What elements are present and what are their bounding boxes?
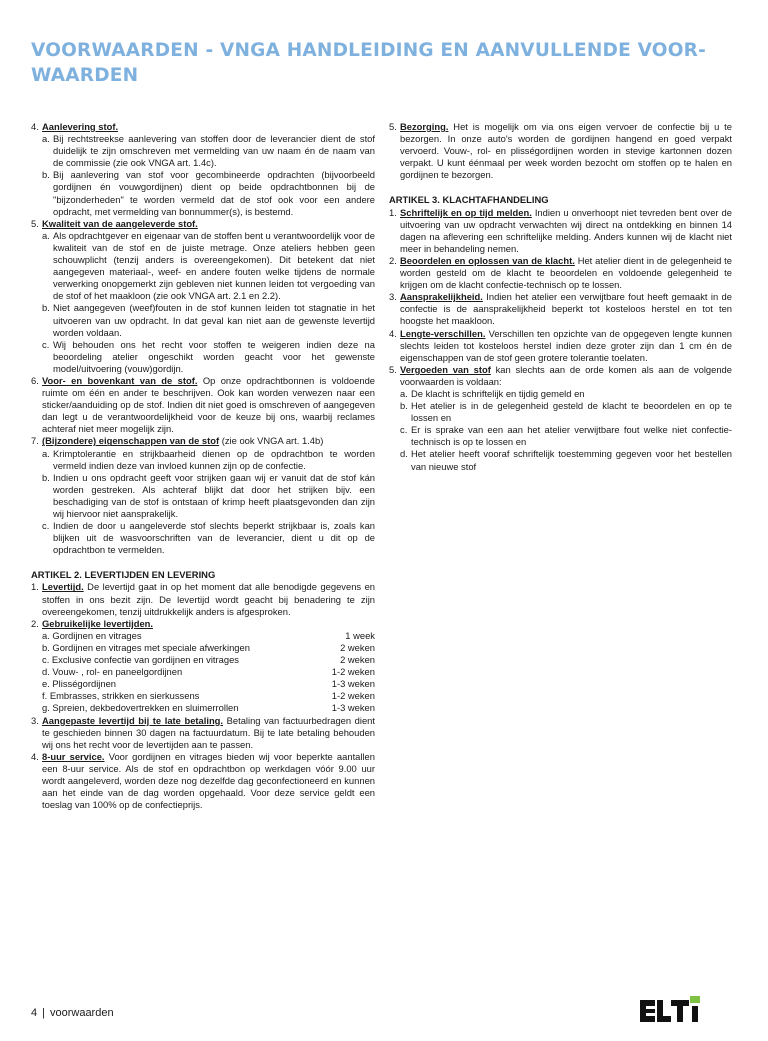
logo-letter-e [640,1000,655,1022]
item-number: 4. [31,121,39,132]
sub-letter: b. [400,400,408,412]
item-text: kan slechts aan de orde komen als aan de volgende voorwaarden is voldaan: [400,363,732,387]
delivery-time-row [31,642,375,654]
item-number: 1. [389,206,397,218]
list-item [389,291,732,327]
sub-text: Het atelier heeft vooraf schriftelijk toestemming gegeven voor het bestellen van nieuwe stof [411,448,732,472]
sub-letter: c. [42,520,50,532]
sub-letter: c. [42,338,50,350]
sub-item [389,448,732,472]
item-number: 6. [31,374,39,386]
list-item [31,435,375,447]
item-heading: Vergoeden van stof [400,363,491,375]
sub-item [31,230,375,303]
item-text: Verschillen ten opzichte van de opgegeven lengte kunnen slechts leiden tot kosteloos herstel indien deze groter zijn dan 1 cm én de eigenschappen van de stof geen grotere tolerantie toelaten. [400,327,733,363]
item-heading: 8-uur service. [42,750,105,762]
sub-letter: d. [400,448,408,460]
list-item [31,375,375,435]
logo-letter-i [692,1006,698,1022]
sub-item [389,388,732,400]
sub-item [31,169,375,217]
section-heading: ARTIKEL 3. KLACHTAFHANDELING [389,194,549,206]
delivery-time-row [31,654,375,666]
item-number: 7. [31,435,39,447]
section-heading: ARTIKEL 2. LEVERTIJDEN EN LEVERING [31,569,216,581]
row-label: e. Plisségordijnen [42,678,117,690]
item-number: 2. [389,254,397,266]
item-heading: Bezorging. [400,121,449,132]
sub-item [31,520,375,556]
footer-separator: | [42,1007,45,1019]
row-label: a. Gordijnen en vitrages [42,629,142,641]
row-label: c. Exclusive confectie van gordijnen en vitrages [42,654,239,666]
item-heading: Levertijd. [42,581,84,593]
sub-text: Indien de door u aangeleverde stof slechts beperkt strijkbaar is, zoals kan blijken uit de wasvoorschriften van de leverancier, dient u dit op de opdrachtbon te vermelden. [53,520,375,556]
sub-letter: a. [42,133,50,145]
item-text: Indien u onverhoopt niet tevreden bent over de uitvoering van uw opdracht verwachten wij direct na ontdekking en binnen 14 dagen na aflevering een schriftelijke melding. Anders kunnen wij de klacht niet meer in behandeling nemen. [400,206,732,254]
footer-label: voorwaarden [49,1007,114,1019]
sub-item [389,424,732,448]
sub-text: Het atelier is in de gelegenheid gesteld de klacht te beoordelen en op te lossen en [411,400,732,424]
sub-item [31,472,375,520]
row-value: 1-3 weken [331,678,375,690]
item-heading: (Bijzondere) eigenschappen van de stof [42,435,220,447]
item-text: De levertijd gaat in op het moment dat alle benodigde gegevens en stoffen in ons bezit zijn. De levertijd wordt geacht bij benadering te zijn overeengekomen, tenzij uitdrukkelijk anders is afgesproken. [42,581,375,617]
list-item [389,364,732,388]
sub-text: Niet aangegeven (weef)fouten in de stof kunnen leiden tot stagnatie in het uitvoeren van uw opdracht. In dat geval kan niet aan de gewenste levertijd worden voldaan. [53,302,375,338]
sub-letter: b. [42,471,50,483]
item-text: Betaling van factuurbedragen dient te geschieden binnen 30 dagen na factuurdatum. Bij te late betaling behouden wij ons het recht voor de levertijden aan te passen. [42,714,376,750]
list-item [31,581,375,617]
page-number: 4 [31,1007,38,1019]
logo-accent-dot [690,996,700,1003]
item-heading: Voor- en bovenkant van de stof. [42,374,198,386]
delivery-time-row [31,630,375,642]
item-text: Het atelier dient in de gelegenheid te worden gesteld om de klacht te beoordelen en voldoende gelegenheid te krijgen om de klacht confectie-technisch op te lossen. [400,254,732,291]
sub-item [389,400,732,424]
list-item [389,255,732,291]
right-column [389,121,732,473]
sub-item [31,448,375,472]
item-number: 5. [389,121,397,132]
item-heading: Lengte-verschillen. [400,327,486,339]
item-number: 4. [31,750,39,762]
sub-text: Wij behouden ons het recht voor stoffen te weigeren indien deze na beoordeling atelier ongeschikt worden geacht voor het gewenste model/uitvoering (vouw)gordijn. [53,338,375,374]
list-item [31,715,375,751]
page-title: VOORWAARDEN - VNGA HANDLEIDING EN AANVULLENDE VOOR-WAARDEN [31,40,706,86]
list-item [31,751,375,811]
item-heading: Aanlevering stof. [42,121,119,132]
item-heading: Aangepaste levertijd bij te late betaling. [42,714,224,726]
sub-text: De klacht is schriftelijk en tijdig gemeld en [411,387,585,399]
list-item [31,618,375,630]
sub-item [31,302,375,338]
left-column [31,121,375,811]
item-number: 3. [31,714,39,726]
item-suffix: (zie ook VNGA art. 1.4b) [219,435,324,447]
item-text: Op onze opdrachtbonnen is voldoende ruimte om één en ander te beschrijven. Ook kan worden verwezen naar een sticker/aanduiding op de stof. Indien dit niet goed is omschreven of aangegeven dan legt u de verantwoordelijkheid voor de keuze bij ons, waarbij reclames achteraf niet meer mogelijk zijn. [42,374,375,435]
row-value: 2 weken [340,654,375,666]
sub-letter: b. [42,302,50,314]
item-text: Het is mogelijk om via ons eigen vervoer de confectie bij u te bezorgen. In onze auto's worden de gordijnen hangend en goed verpakt vervoerd. Vouw-, rol- en plisségordijnen worden in stevige kartonnen dozen verpakt. U kunt éénmaal per week worden bezocht om stoffen op te halen en gordijnen te bezorgen. [400,121,732,181]
elti-logo [640,996,704,1022]
delivery-time-row [31,666,375,678]
sub-letter: a. [400,387,408,399]
sub-letter: c. [400,424,408,436]
item-heading: Schriftelijk en op tijd melden. [400,206,532,218]
sub-item [31,133,375,169]
row-label: b. Gordijnen en vitrages met speciale afwerkingen [42,641,250,653]
delivery-times-list [31,630,375,715]
item-heading: Gebruikelijke levertijden. [42,617,153,629]
item-number: 5. [31,217,39,229]
item-heading: Beoordelen en oplossen van de klacht. [400,254,575,266]
sub-text: Indien u ons opdracht geeft voor strijken gaan wij er vanuit dat de stof kán worden gestreken. Als achteraf blijkt dat door het strijken bijv. een beschadiging van de stof is ontstaan of krimp heeft plaatsgevonden dan zijn wij hiervoor niet aansprakelijk. [53,471,375,519]
item-text: Voor gordijnen en vitrages bieden wij voor beperkte aantallen een 8-uur service. Als de stof en opdrachtbon op werkdagen vóór 9.00 uur wordt aangeleverd, worden deze nog dezelfde dag geconfectioneerd en kunnen aan het einde van de dag worden opgehaald. Voor deze service geldt een toeslag van 100% op de confectieprijs. [42,750,375,811]
sub-letter: b. [42,169,50,181]
row-label: f. Embrasses, strikken en sierkussens [42,690,200,702]
list-item [389,207,732,255]
sub-text: Bij rechtstreekse aanlevering van stoffen door de leverancier dient de stof duidelijk te zijn omschreven met vermelding van uw naam én de naam van de commissie (zie ook VNGA art. 1.4c). [53,133,375,169]
list-item [31,218,375,230]
row-value: 2 weken [340,641,375,653]
row-value: 1-3 weken [331,702,375,714]
sub-letter: a. [42,229,50,241]
item-text: Indien het atelier een verwijtbare fout heeft gemaakt in de confectie is de aansprakelijkheid beperkt tot kosteloos herstel en tot ten hoogste het maakloon. [400,291,732,327]
sub-letter: a. [42,447,50,459]
item-number: 5. [389,363,397,375]
item-number: 2. [31,617,39,629]
page-footer [31,1007,114,1019]
item-heading: Kwaliteit van de aangeleverde stof. [42,217,198,229]
row-value: 1-2 weken [331,690,375,702]
row-value: 1 week [345,629,375,641]
sub-text: Als opdrachtgever en eigenaar van de stoffen bent u verantwoordelijk voor de kwaliteit van de stof en de juiste metrage. Onze ateliers hebben geen schouwplicht (tenzij anders is overeengekomen). Dit betekent dat niet aangegeven materiaal-, weef- en andere fouten welke tijdens de normale verwerking onopgemerkt zijn gebleven niet kunnen leiden tot vergoeding van de stof of het maakloon (zie ook VNGA art. 2.1 en 2.2). [53,229,375,302]
list-item [389,328,732,364]
sub-text: Krimptolerantie en strijkbaarheid dienen op de opdrachtbon te worden vermeld indien deze van invloed kunnen zijn op de confectie. [53,447,375,471]
delivery-time-row [31,678,375,690]
item-number: 3. [389,291,397,303]
list-item [389,121,732,181]
item-number: 1. [31,581,39,593]
sub-text: Bij aanlevering van stof voor gecombineerde opdrachten (bijvoorbeeld gordijnen én vouwgordijnen) dient op beide opdrachtbonnen bij de "bijzonderheden" te worden vermeld dat de stof ook voor een andere opdracht, met vermelding van bonnummer(s), is bestemd. [53,169,375,217]
item-heading: Aansprakelijkheid. [400,291,483,303]
row-label: d. Vouw- , rol- en paneelgordijnen [42,666,183,678]
sub-text: Er is sprake van een aan het atelier verwijtbare fout welke niet confectie-technisch is op te lossen en [411,424,732,448]
row-label: g. Spreien, dekbedovertrekken en sluimerrollen [42,702,239,714]
delivery-time-row [31,690,375,702]
list-item [31,121,375,133]
delivery-time-row [31,702,375,714]
sub-item [31,339,375,375]
row-value: 1-2 weken [331,666,375,678]
item-number: 4. [389,327,397,339]
